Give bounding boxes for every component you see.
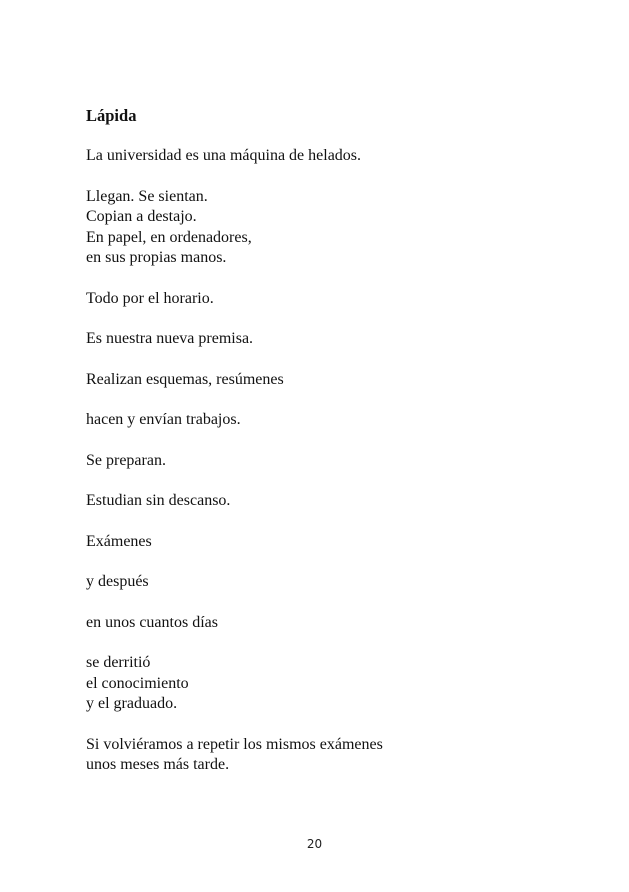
poem-line: Todo por el horario. (86, 289, 214, 307)
stanza (86, 735, 566, 776)
poem-line: Exámenes (86, 532, 152, 550)
stanza (86, 451, 566, 472)
stanza (86, 613, 566, 634)
poem-line: Realizan esquemas, resúmenes (86, 370, 284, 388)
stanza (86, 410, 566, 431)
stanza (86, 491, 566, 512)
stanza (86, 370, 566, 391)
poem-line: en unos cuantos días (86, 613, 218, 631)
poem-body (86, 146, 566, 776)
poem-line: unos meses más tarde. (86, 756, 230, 773)
poem-line: Estudian sin descanso. (86, 492, 231, 509)
poem-line: Copian a destajo. (86, 208, 197, 225)
stanza (86, 572, 566, 593)
stanza (86, 653, 566, 715)
stanza (86, 532, 566, 553)
poem-line: en sus propias manos. (86, 249, 227, 266)
poem-line: Si volviéramos a repetir los mismos exámenes (86, 735, 383, 753)
stanza (86, 289, 566, 310)
page-number: 20 (306, 837, 323, 851)
poem-line: y después (86, 573, 149, 590)
poem-line: y el graduado. (86, 695, 178, 712)
poem-line: hacen y envían trabajos. (86, 411, 241, 428)
stanza (86, 187, 566, 269)
poem-line: el conocimiento (86, 674, 189, 692)
poem-line: En papel, en ordenadores, (86, 228, 252, 246)
stanza (86, 146, 566, 167)
poem-line: se derritió (86, 654, 151, 671)
poem-line: Llegan. Se sientan. (86, 187, 208, 205)
poem-line: La universidad es una máquina de helados. (86, 147, 362, 164)
poem-line: Se preparan. (86, 451, 166, 469)
stanza (86, 329, 566, 350)
poem-line: Es nuestra nueva premisa. (86, 330, 254, 347)
poem (86, 104, 566, 796)
poem-title: Lápida (86, 106, 137, 125)
